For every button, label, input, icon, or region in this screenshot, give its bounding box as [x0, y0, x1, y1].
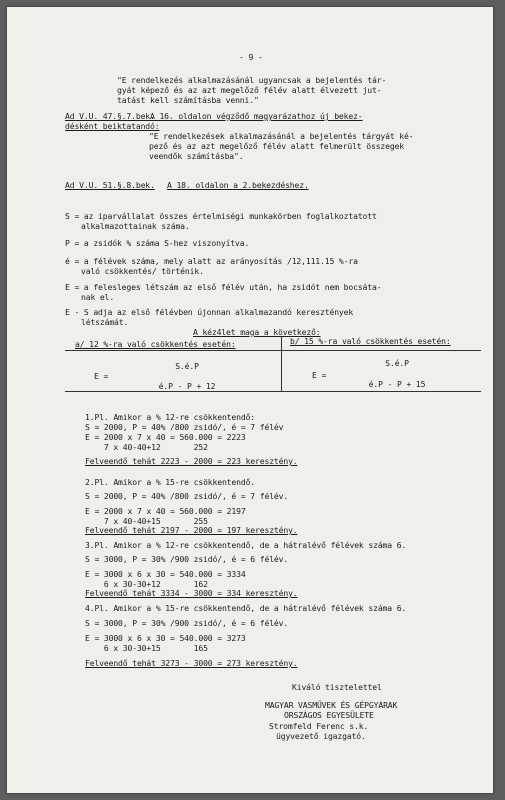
formula-a-lhs: E =: [94, 371, 113, 381]
calc-heading: A kéz4let maga a következő:: [193, 327, 321, 337]
formula-b-denominator: é.P - P + 15: [368, 379, 426, 389]
quote-line-1: "E rendelkezés alkalmazásánál ugyancsak a bejelentés tár-: [117, 75, 387, 85]
def-e-1: é = a félévek száma, mely alatt az arányosítás /12,111.15 %-ra: [65, 256, 358, 266]
def-ES-2: létszámát.: [81, 317, 129, 327]
ex1-fraction-top: E = 2000 x 7 x 40 = 560.000 = 2223: [85, 432, 246, 442]
ex4-values: S = 3000, P = 30% /900 zsidó/, é = 6 félév.: [85, 618, 289, 628]
def-ES-1: E - S adja az első félévben újonnan alkalmazandó keresztények: [65, 307, 354, 317]
def-e-2: való csökkentés/ történik.: [81, 266, 204, 276]
table-bottom-rule: [65, 391, 481, 392]
section1-quote-3: veendők számításba".: [149, 151, 244, 161]
ex4-title: 4.Pl. Amikor a % 15-re csökkentendő, de a hátralévő félévek száma 6.: [85, 603, 407, 613]
ex4-fraction-bottom: 6 x 30-30+15 165: [85, 643, 208, 653]
ex1-values: S = 2000, P = 40% /800 zsidó/, é = 7 félév: [85, 422, 284, 432]
formula-b-numerator: S.é.P: [385, 358, 409, 368]
section-title-1b: désként beiktatandó:: [65, 121, 160, 131]
document-page: [7, 7, 493, 793]
section1-quote-1: "E rendelkezések alkalmazásánál a bejelentés tárgyát ké-: [149, 131, 414, 141]
quote-line-3: tatást kell számításba venni.": [117, 95, 259, 105]
section1-quote-2: pező és az azt megelőző félév alatt felmerült összegek: [149, 141, 405, 151]
ex2-fraction-bottom: 7 x 40-40+15 255: [85, 516, 208, 526]
signatory-org-2: ORSZÁGOS EGYESÜLETE: [284, 710, 374, 720]
case-b-label: b/ 15 %-ra való csökkentés esetén:: [290, 336, 451, 346]
def-p: P = a zsidók % száma S-hez viszonyítva.: [65, 238, 250, 248]
formula-a-denominator: é.P - P + 12: [158, 381, 216, 391]
formula-a-numerator: S.é.P: [175, 361, 199, 371]
ex1-result: Felveendő tehát 2223 - 2000 = 223 keresztény.: [85, 456, 298, 466]
page-number: - 9 -: [239, 52, 263, 62]
ex4-fraction-top: E = 3000 x 6 x 30 = 540.000 = 3273: [85, 633, 246, 643]
def-E-2: nak el.: [81, 292, 115, 302]
section-ref-1: Ad V.U. 47.§.7.bek.: [65, 111, 155, 121]
def-E-1: E = a felesleges létszám az első félév után, ha zsidót nem bocsáta-: [65, 282, 382, 292]
section-ref-2: Ad V.U. 51.§.8.bek.: [65, 180, 155, 190]
section-title-2: A 18. oldalon a 2.bekezdéshez.: [167, 180, 309, 190]
ex1-title: 1.Pl. Amikor a % 12-re csökkentendő:: [85, 412, 256, 422]
ex2-title: 2.Pl. Amikor a % 15-re csökkentendő.: [85, 477, 256, 487]
def-s-2: alkalmazottainak száma.: [81, 221, 190, 231]
signatory-title: ügyvezető igazgató.: [276, 731, 366, 741]
ex3-fraction-top: E = 3000 x 6 x 30 = 540.000 = 3334: [85, 569, 246, 579]
section-title-1a: A 16. oldalon végződő magyarázathoz új bekez-: [150, 111, 363, 121]
ex4-result: Felveendő tehát 3273 - 3000 = 273 keresztény.: [85, 658, 298, 668]
quote-line-2: gyát képező és az azt megelőző félév alatt élvezett jut-: [117, 85, 382, 95]
ex3-title: 3.Pl. Amikor a % 12-re csökkentendő, de a hátralévő félévek száma 6.: [85, 540, 407, 550]
ex3-result: Felveendő tehát 3334 - 3000 = 334 keresztény.: [85, 588, 298, 598]
case-a-label: a/ 12 %-ra való csökkentés esetén:: [75, 339, 236, 349]
signatory-name: Stromfeld Ferenc s.k.: [269, 721, 369, 731]
ex2-fraction-top: E = 2000 x 7 x 40 = 560.000 = 2197: [85, 506, 246, 516]
ex3-fraction-bottom: 6 x 30-30+12 162: [85, 579, 208, 589]
signatory-org-1: MAGYAR VASMŰVEK ÉS GÉPGYÁRAK: [265, 700, 398, 710]
ex1-fraction-bottom: 7 x 40-40+12 252: [85, 442, 208, 452]
closing-greeting: Kiváló tisztelettel: [292, 682, 382, 692]
table-divider: [281, 337, 282, 391]
table-top-rule: [65, 350, 481, 351]
ex3-values: S = 3000, P = 30% /900 zsidó/, é = 6 félév.: [85, 554, 289, 564]
def-s-1: S = az iparvállalat összes értelmiségi munkakörben foglalkoztatott: [65, 211, 377, 221]
formula-b-lhs: E =: [312, 370, 331, 380]
ex2-values: S = 2000, P = 40% /800 zsidó/, é = 7 félév.: [85, 491, 289, 501]
ex2-result: Felveendő tehát 2197 - 2000 = 197 keresztény.: [85, 525, 298, 535]
